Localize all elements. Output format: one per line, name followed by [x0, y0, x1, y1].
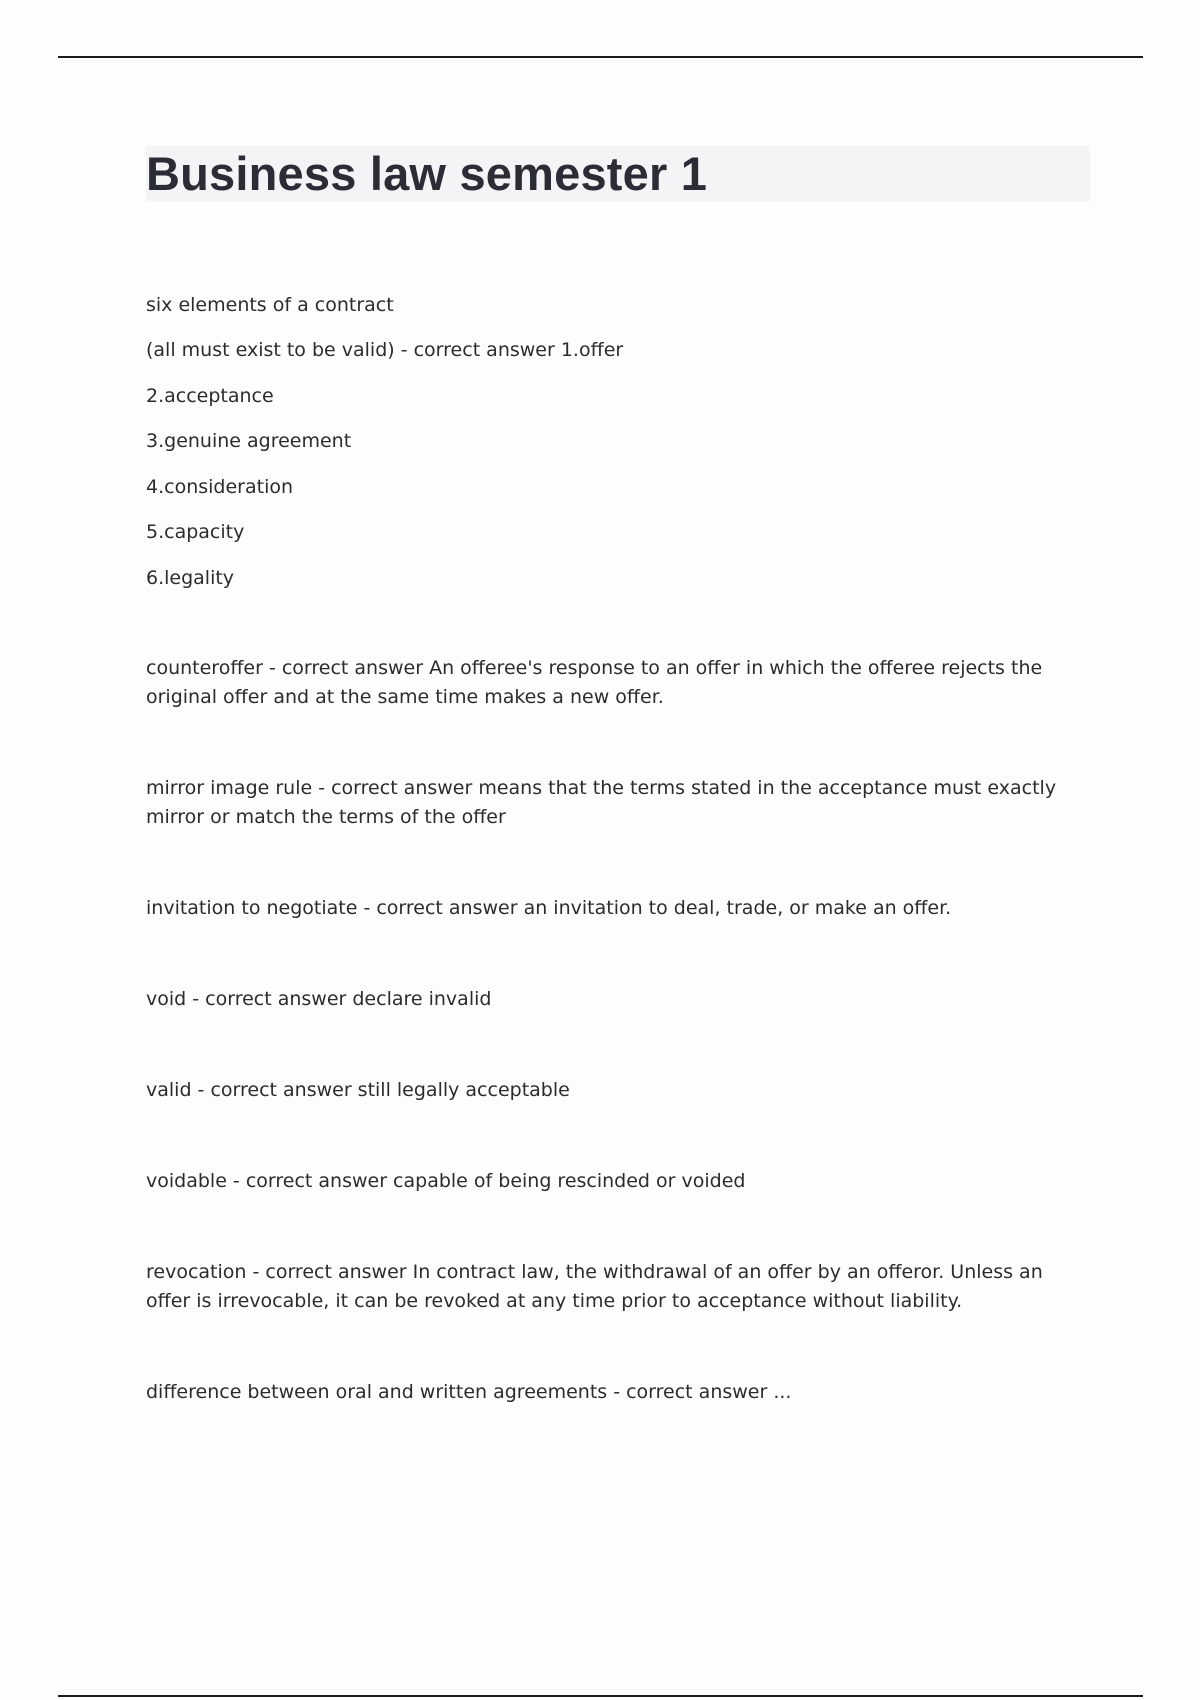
entry-oral-vs-written: difference between oral and written agreements - correct answer ... [146, 1381, 792, 1403]
intro-line: (all must exist to be valid) - correct answer 1.offer [146, 339, 624, 361]
entry-revocation: revocation - correct answer In contract law, the withdrawal of an offer by an offeror. Unless an offer is irrevocable, it can be revoked at any time prior to acceptance without liability. [146, 1261, 1043, 1312]
intro-line: 6.legality [146, 567, 235, 589]
top-divider [58, 56, 1143, 58]
entry-voidable: voidable - correct answer capable of being rescinded or voided [146, 1170, 746, 1192]
entry-valid: valid - correct answer still legally acceptable [146, 1079, 570, 1101]
intro-line: 4.consideration [146, 476, 294, 498]
page-title: Business law semester 1 [146, 147, 708, 200]
intro-line: 3.genuine agreement [146, 430, 352, 452]
entry-invitation-to-negotiate: invitation to negotiate - correct answer an invitation to deal, trade, or make an offer. [146, 897, 952, 919]
intro-line: 2.acceptance [146, 385, 274, 407]
entry-void: void - correct answer declare invalid [146, 988, 492, 1010]
intro-line: 5.capacity [146, 521, 245, 543]
intro-line: six elements of a contract [146, 294, 394, 316]
entry-mirror-image-rule: mirror image rule - correct answer means that the terms stated in the acceptance must exactly mirror or match the terms of the offer [146, 777, 1057, 828]
entry-counteroffer: counteroffer - correct answer An offeree's response to an offer in which the offeree rejects the original offer and at the same time makes a new offer. [146, 657, 1043, 708]
bottom-divider [58, 1695, 1143, 1697]
